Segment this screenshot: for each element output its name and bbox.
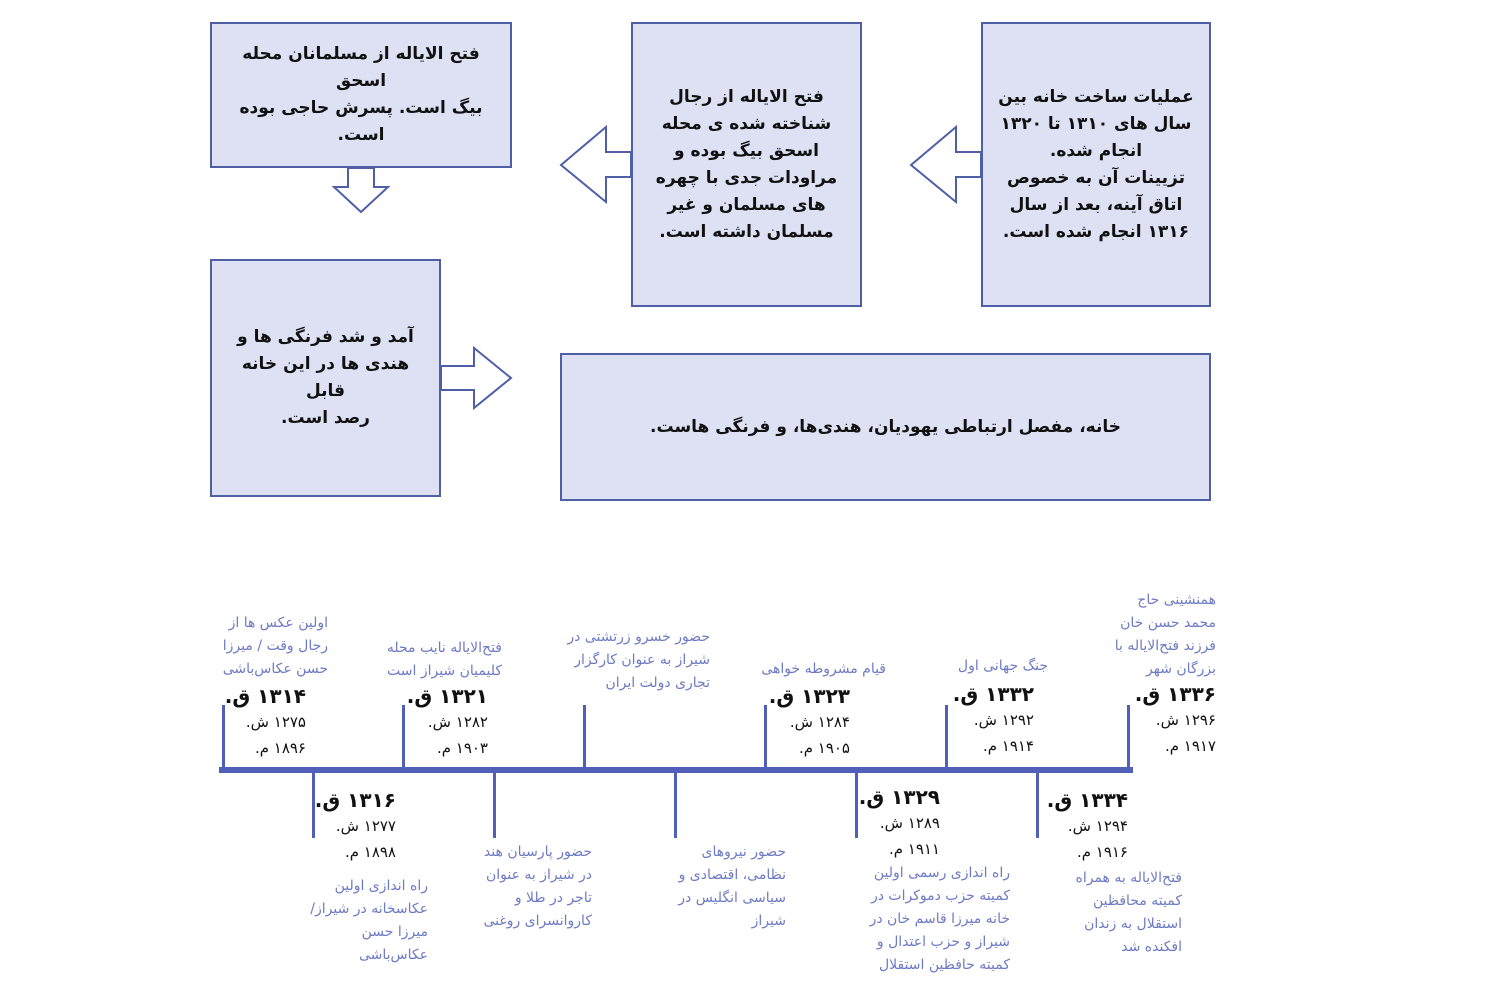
event-date xyxy=(1047,787,1128,865)
event-date xyxy=(225,683,306,761)
event-note: قیام مشروطه خواهی xyxy=(761,661,886,677)
date-shamsi: ۱۲۹۶ ش. xyxy=(1155,711,1216,729)
arrow-left-construction-to-notables xyxy=(911,127,981,202)
arrow-left-notables-to-muslims xyxy=(561,127,631,202)
event-note: جنگ جهانی اول xyxy=(957,658,1048,674)
timeline-tick xyxy=(945,705,948,770)
event-note: همنشینی حاج محمد حسن خان فرزند فتح‌الایاله با بزرگان شهر xyxy=(1114,592,1216,677)
date-shamsi: ۱۲۹۴ ش. xyxy=(1067,817,1128,835)
timeline-tick xyxy=(493,770,496,838)
date-gregorian: ۱۹۱۱ م. xyxy=(888,840,940,858)
arrow-right-foreigners-to-hub xyxy=(441,348,511,408)
date-hijri: ۱۳۲۱ ق. xyxy=(406,684,488,708)
date-gregorian: ۱۹۱۷ م. xyxy=(1164,737,1216,755)
timeline-tick xyxy=(764,705,767,770)
box-notables-text: فتح الایاله از رجال شناخته شده ی محله اسحق بیگ بوده و مراودات جدی با چهره های مسلمان و غیر مسلمان داشته است. xyxy=(655,86,838,242)
date-hijri: ۱۳۱۶ ق. xyxy=(314,788,396,812)
date-gregorian: ۱۹۰۳ م. xyxy=(436,739,488,757)
date-gregorian: ۱۹۱۴ م. xyxy=(982,737,1034,755)
timeline-tick xyxy=(583,705,586,770)
date-gregorian: ۱۹۰۵ م. xyxy=(798,739,850,757)
box-construction-text: عملیات ساخت خانه بین سال های ۱۳۱۰ تا ۱۳۲۰ انجام شده. تزیینات آن به خصوص اتاق آینه، بعد از سال ۱۳۱۶ انجام شده است. xyxy=(998,86,1194,242)
date-shamsi: ۱۲۸۲ ش. xyxy=(427,713,488,731)
date-shamsi: ۱۲۹۲ ش. xyxy=(973,711,1034,729)
date-gregorian: ۱۸۹۸ م. xyxy=(344,843,396,861)
timeline-tick xyxy=(402,705,405,770)
date-hijri: ۱۳۳۴ ق. xyxy=(1046,788,1128,812)
event-note: راه اندازی اولین عکاسخانه در شیراز/ میرزا حسن عکاس‌باشی xyxy=(310,878,428,963)
date-hijri: ۱۳۳۲ ق. xyxy=(952,682,1034,706)
event-note: راه اندازی رسمی اولین کمیته حزب دموکرات در خانه میرزا قاسم خان در شیراز و حزب اعتدال و کمیته حافظین استقلال xyxy=(869,865,1010,973)
date-hijri: ۱۳۱۴ ق. xyxy=(224,684,306,708)
date-shamsi: ۱۲۸۴ ش. xyxy=(789,713,850,731)
event-note: فتح‌الایاله نایب محله کلیمیان شیراز است xyxy=(386,640,502,679)
event-date xyxy=(1135,681,1216,759)
box-muslims-text: فتح الایاله از مسلمانان محله اسحق بیگ است. پسرش حاجی بوده است. xyxy=(239,44,483,145)
event-note: حضور پارسیان هند در شیراز به عنوان تاجر در طلا و کاروانسرای روغنی xyxy=(483,844,592,929)
timeline-tick xyxy=(855,770,858,838)
arrow-down-muslims-to-foreigners xyxy=(334,168,388,212)
event-date xyxy=(953,681,1034,759)
event-note: حضور خسرو زرتشتی در شیراز به عنوان کارگزار تجاری دولت ایران xyxy=(567,629,710,691)
date-shamsi: ۱۲۷۵ ش. xyxy=(245,713,306,731)
timeline-tick xyxy=(1127,705,1130,770)
event-date xyxy=(859,784,940,862)
timeline-tick xyxy=(1036,770,1039,838)
box-foreigners-text: آمد و شد فرنگی ها و هندی ها در این خانه قابل رصد است. xyxy=(237,327,414,428)
date-hijri: ۱۳۳۶ ق. xyxy=(1134,682,1216,706)
box-hub-text: خانه، مفصل ارتباطی یهودیان، هندی‌ها، و فرنگی هاست. xyxy=(650,416,1121,437)
event-note: حضور نیروهای نظامی، اقتصادی و سیاسی انگلیس در شیراز xyxy=(678,844,786,929)
event-note: اولین عکس ها از رجال وقت / میرزا حسن عکاس‌باشی xyxy=(222,615,328,677)
event-date xyxy=(769,683,850,761)
date-hijri: ۱۳۲۳ ق. xyxy=(768,684,850,708)
date-gregorian: ۱۸۹۶ م. xyxy=(254,739,306,757)
date-shamsi: ۱۲۷۷ ش. xyxy=(335,817,396,835)
date-shamsi: ۱۲۸۹ ش. xyxy=(879,814,940,832)
event-note: فتح‌الایاله به همراه کمیته محافظین استقلال به زندان افکنده شد xyxy=(1075,870,1182,955)
date-hijri: ۱۳۲۹ ق. xyxy=(858,785,940,809)
timeline-tick xyxy=(674,770,677,838)
event-date xyxy=(315,787,396,865)
date-gregorian: ۱۹۱۶ م. xyxy=(1076,843,1128,861)
event-date xyxy=(407,683,488,761)
